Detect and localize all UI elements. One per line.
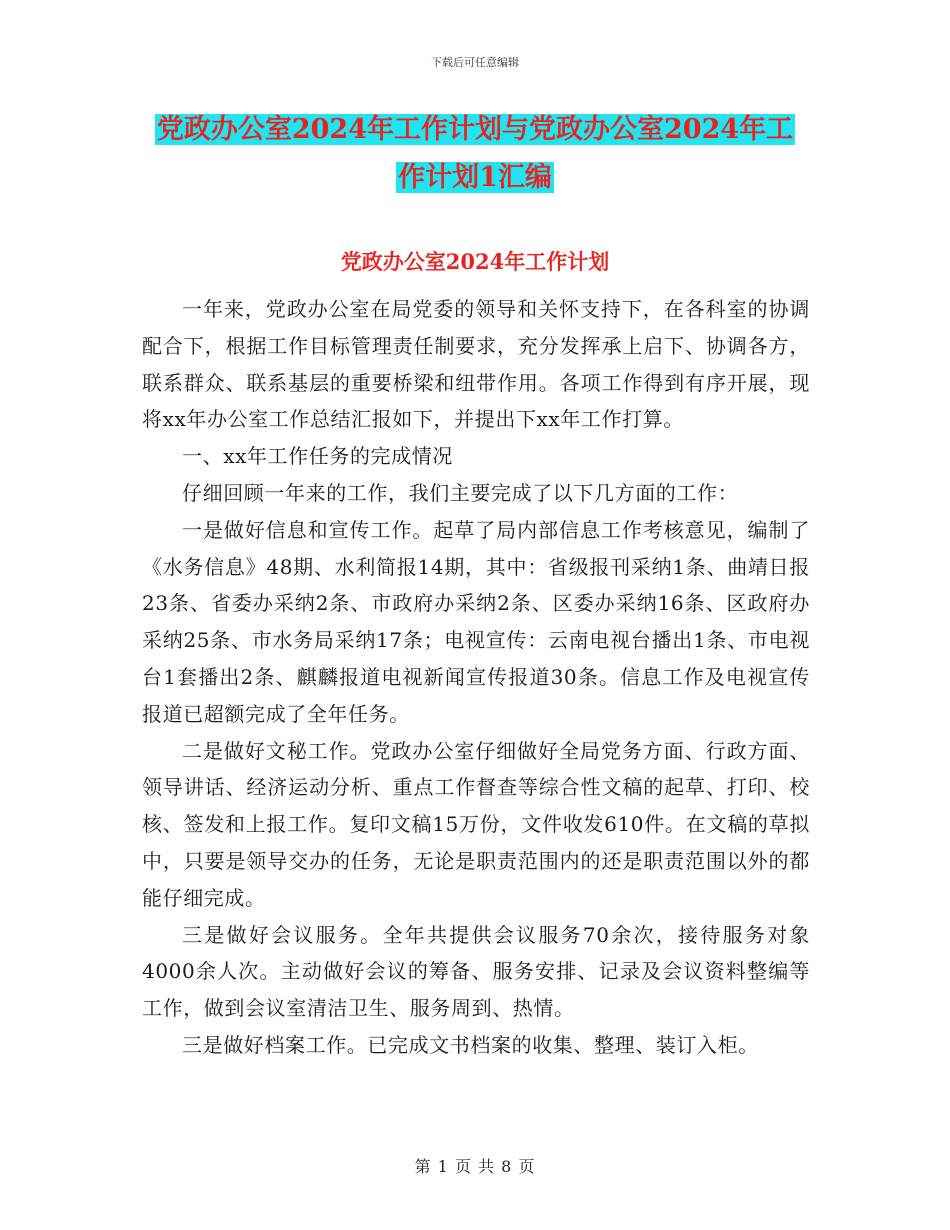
paragraph-info-publicity: 一是做好信息和宣传工作。起草了局内部信息工作考核意见，编制了《水务信息》48期、水利简报14期，其中：省级报刊采纳1条、曲靖日报23条、省委办采纳2条、市政府办采纳2条、区委办采纳16条、区政府办采纳25条、市水务局采纳17条；电视宣传：云南电视台播出1条、市电视台1套播出2条、麒麟报道电视新闻宣传报道30条。信息工作及电视宣传报道已超额完成了全年任务。 (142, 517, 810, 726)
document-title-line-2: 作计划1汇编 (398, 162, 552, 193)
document-title (120, 106, 830, 202)
paragraph-archives: 三是做好档案工作。已完成文书档案的收集、整理、装订入柜。 (182, 1032, 759, 1057)
document-title-line-1: 党政办公室2024年工作计划与党政办公室2024年工 (156, 114, 794, 145)
paragraph-intro: 一年来，党政办公室在局党委的领导和关怀支持下，在各科室的协调配合下，根据工作目标管理责任制要求，充分发挥承上启下、协调各方，联系群众、联系基层的重要桥梁和纽带作用。各项工作得到有序开展，现将xx年办公室工作总结汇报如下，并提出下xx年工作打算。 (142, 297, 810, 432)
document-body (142, 291, 810, 1064)
section-title: 党政办公室2024年工作计划 (340, 249, 610, 274)
header-note: 下载后可任意编辑 (431, 56, 519, 69)
paragraph-heading-1: 一、xx年工作任务的完成情况 (182, 444, 453, 469)
paragraph-review: 仔细回顾一年来的工作，我们主要完成了以下几方面的工作： (182, 480, 739, 505)
page-footer: 第 1 页 共 8 页 (414, 1157, 536, 1176)
paragraph-secretarial: 二是做好文秘工作。党政办公室仔细做好全局党务方面、行政方面、领导讲话、经济运动分析、重点工作督查等综合性文稿的起草、打印、校核、签发和上报工作。复印文稿15万份，文件收发610件。在文稿的草拟中，只要是领导交办的任务，无论是职责范围内的还是职责范围以外的都能仔细完成。 (142, 738, 810, 910)
paragraph-meeting-service: 三是做好会议服务。全年共提供会议服务70余次，接待服务对象4000余人次。主动做好会议的筹备、服务安排、记录及会议资料整编等工作，做到会议室清洁卫生、服务周到、热情。 (142, 922, 810, 1021)
